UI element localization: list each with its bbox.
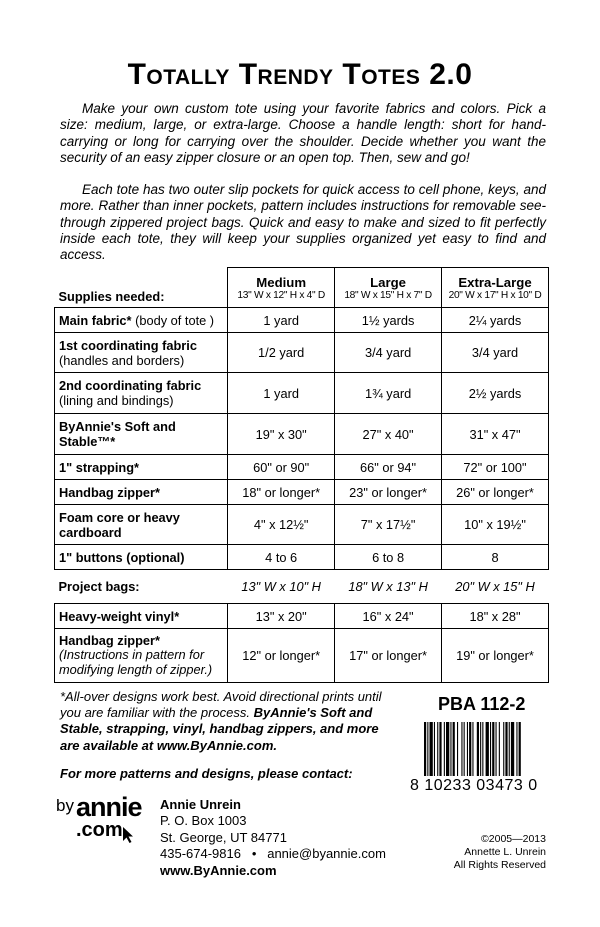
row-label: 1st coordinating fabric (handles and borders) (55, 333, 228, 373)
table-row (55, 333, 549, 373)
table-cell: 60" or 90" (228, 455, 335, 480)
table-cell: 3/4 yard (442, 333, 549, 373)
row-label: 2nd coordinating fabric (lining and bindings) (55, 373, 228, 414)
table-cell: 10" x 19½" (442, 505, 549, 545)
table-cell: 1½ yards (335, 308, 442, 333)
table-cell: 1/2 yard (228, 333, 335, 373)
cursor-arrow-icon (122, 826, 136, 844)
bullet-separator: • (251, 846, 257, 862)
intro-paragraph-1: Make your own custom tote using your favorite fabrics and colors. Pick a size: medium, large, or extra-large. Choose a handle length: short for hand-carrying or long for carrying over the shoulder. Decide whether you want the security of an easy zipper closure or an open top. Then, sew and go! (60, 101, 546, 165)
table-cell: 27" x 40" (335, 414, 442, 455)
row-label: 1" strapping* (55, 455, 228, 480)
table-cell: 7" x 17½" (335, 505, 442, 545)
supplies-table (54, 267, 549, 683)
table-cell: 19" x 30" (228, 414, 335, 455)
row-label: ByAnnie's Soft and Stable™* (55, 414, 228, 455)
size-dimensions: 13" W x 12" H x 4" D (237, 289, 325, 301)
table-cell: 72" or 100" (442, 455, 549, 480)
table-cell: 23" or longer* (335, 480, 442, 505)
logo-by: by (56, 796, 74, 815)
size-name: Extra-Large (458, 274, 532, 290)
table-cell: 16" x 24" (335, 604, 442, 629)
byannie-logo (56, 792, 146, 852)
size-header-extra-large (442, 268, 549, 308)
row-label: Handbag zipper* (55, 480, 228, 505)
table-cell: 3/4 yard (335, 333, 442, 373)
table-row (55, 373, 549, 414)
barcode-icon (424, 722, 548, 776)
table-cell: 12" or longer* (228, 629, 335, 683)
copyright-rights: All Rights Reserved (453, 858, 546, 871)
size-dimensions: 20" W x 17" H x 10" D (448, 289, 542, 301)
row-label: Handbag zipper* (Instructions in pattern for modifying length of zipper.) (55, 629, 228, 683)
size-dimensions: 18" W x 15" H x 7" D (344, 289, 432, 301)
contact-address (160, 797, 386, 879)
page-title: Totally Trendy Totes 2.0 (127, 58, 473, 91)
size-header-large (335, 268, 442, 308)
row-label: Foam core or heavy cardboard (55, 505, 228, 545)
table-cell: 31" x 47" (442, 414, 549, 455)
product-code: PBA 112-2 (438, 694, 526, 714)
copyright-years: ©2005—2013 (481, 833, 546, 845)
intro-paragraph-2: Each tote has two outer slip pockets for quick access to cell phone, keys, and more. Rather than inner pockets, pattern includes instructions for removable see-through zippered project bags. Quick and easy to make and sized to fit perfectly inside each tote, they will keep your supplies organized yet easy to find and access. (60, 182, 546, 263)
email-link[interactable]: annie@byannie.com (267, 846, 386, 862)
contact-heading: For more patterns and designs, please contact: (60, 766, 353, 781)
table-row (55, 480, 549, 505)
row-label: Main fabric* (body of tote ) (55, 308, 228, 333)
phone: 435-674-9816 (160, 846, 241, 862)
table-cell: 26" or longer* (442, 480, 549, 505)
table-cell: 4 to 6 (228, 545, 335, 570)
table-row (55, 505, 549, 545)
phone-email-line (160, 846, 386, 862)
copyright-author: Annette L. Unrein (464, 845, 546, 858)
table-cell: 1 yard (228, 308, 335, 333)
table-row (55, 414, 549, 455)
size-name: Medium (256, 274, 307, 290)
project-bags-row (55, 570, 549, 604)
table-cell: 8 (442, 545, 549, 570)
table-cell: 13" x 20" (228, 604, 335, 629)
table-cell: 13" W x 10" H (241, 579, 321, 594)
table-cell: 18" or longer* (228, 480, 335, 505)
logo-annie: annie (76, 792, 142, 822)
contact-name: Annie Unrein (160, 797, 241, 812)
table-cell: 6 to 8 (335, 545, 442, 570)
logo-com: .com (76, 819, 123, 841)
website-link[interactable]: www.ByAnnie.com (160, 862, 277, 878)
table-cell: 2½ yards (442, 373, 549, 414)
table-cell: 4" x 12½" (228, 505, 335, 545)
table-cell: 18" x 28" (442, 604, 549, 629)
table-row (55, 308, 549, 333)
size-header-medium (228, 268, 335, 308)
supplies-needed-label: Supplies needed: (58, 289, 165, 304)
table-cell: 18" W x 13" H (348, 579, 428, 594)
table-row (55, 604, 549, 629)
table-row (55, 455, 549, 480)
table-cell: 2¼ yards (442, 308, 549, 333)
row-label: Heavy-weight vinyl* (55, 604, 228, 629)
po-box: P. O. Box 1003 (160, 813, 247, 829)
table-cell: 1¾ yard (335, 373, 442, 414)
table-cell: 20" W x 15" H (455, 579, 535, 594)
row-label: 1" buttons (optional) (55, 545, 228, 570)
table-cell: 17" or longer* (335, 629, 442, 683)
table-cell: 19" or longer* (442, 629, 549, 683)
table-cell: 66" or 94" (335, 455, 442, 480)
table-row (55, 629, 549, 683)
footnote: *All-over designs work best. Avoid directional prints until you are familiar with the process. ByAnnie's Soft and Stable, strapping, vinyl, handbag zippers, and more are available at www.ByAnnie.com. (60, 689, 382, 753)
copyright-block (440, 833, 546, 871)
barcode-number: 8 10233 03473 0 (410, 777, 538, 794)
size-name: Large (370, 274, 407, 290)
table-row (55, 545, 549, 570)
table-cell: 1 yard (228, 373, 335, 414)
city-state-zip: St. George, UT 84771 (160, 829, 287, 845)
project-bags-label: Project bags: (58, 579, 140, 594)
